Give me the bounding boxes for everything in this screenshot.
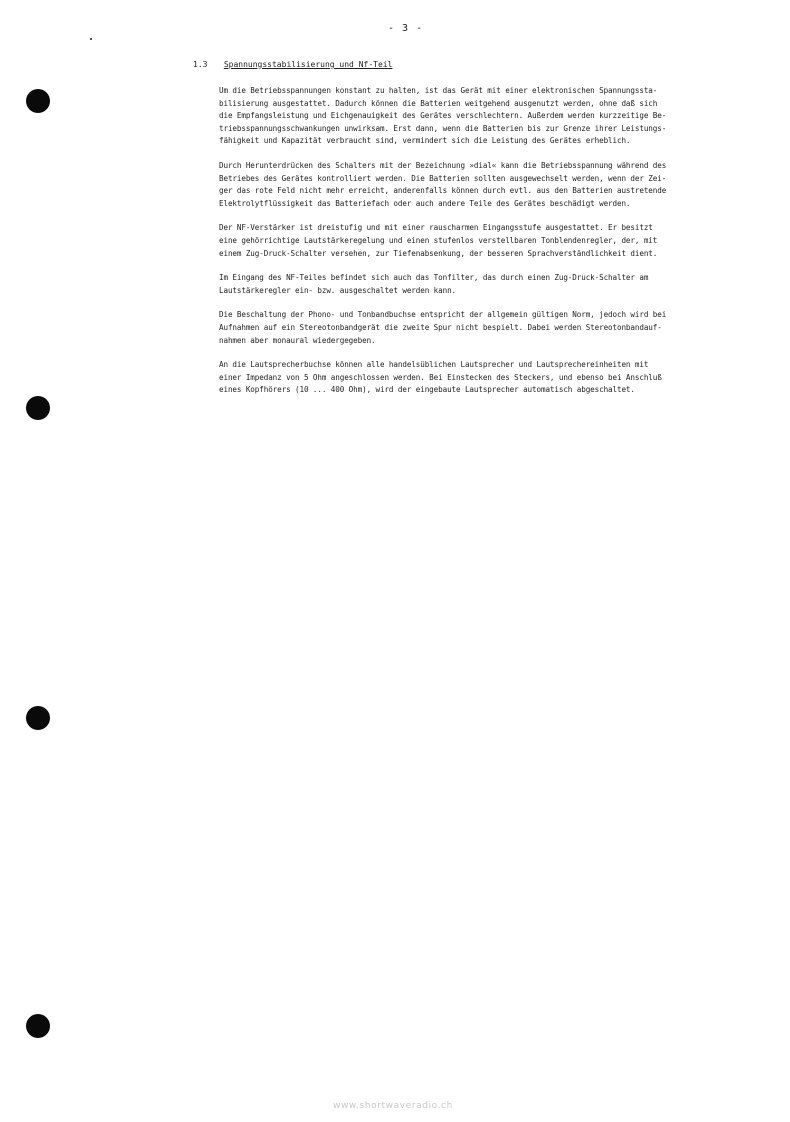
watermark: www.shortwaveradio.ch — [333, 1101, 453, 1111]
paragraph-nf-amplifier — [219, 222, 729, 260]
paragraph-voltage-stabilisation — [219, 85, 729, 148]
punch-hole — [26, 396, 50, 420]
punch-hole — [26, 1014, 50, 1038]
text-line: Um die Betriebsspannungen konstant zu halten, ist das Gerät mit einer elektronischen Spannungssta- — [219, 86, 658, 95]
text-line: Durch Herunterdrücken des Schalters mit der Bezeichnung »dial« kann die Betriebsspannung während des — [219, 160, 667, 170]
text-line: ger das rote Feld nicht mehr erreicht, anderenfalls können durch evtl. aus den Batterien austretende — [219, 186, 667, 196]
text-line: Lautstärkeregler ein- bzw. ausgeschaltet werden kann. — [219, 285, 457, 295]
text-line: An die Lautsprecherbuchse können alle handelsüblichen Lautsprecher und Lautsprechereinheiten mit — [219, 360, 649, 370]
punch-hole — [26, 706, 50, 730]
text-line: Elektrolytflüssigkeit das Batteriefach oder auch andere Teile des Gerätes beschädigt werden. — [219, 198, 631, 208]
text-line: eine gehörrichtige Lautstärkeregelung und einen stufenlos verstellbaren Tonblendenregler, der, mit — [219, 235, 658, 245]
paragraph-battery-check — [219, 160, 729, 210]
text-line: nahmen aber monaural wiedergegeben. — [219, 335, 376, 345]
text-line: Betriebes des Gerätes kontrolliert werden. Die Batterien sollten ausgewechselt werden, wenn der Zei- — [219, 173, 667, 183]
paragraph-phono-tape-socket — [219, 309, 729, 347]
text-line: die Empfangsleistung und Eichgenauigkeit des Gerätes verschlechtern. Außerdem werden kurzzeitige Be- — [219, 111, 667, 121]
scan-speck — [90, 38, 92, 40]
section-heading — [193, 60, 392, 69]
page-number: - 3 - — [388, 23, 424, 34]
text-line: eines Kopfhörers (10 ... 400 Ohm), wird der eingebaute Lautsprecher automatisch abgeschaltet. — [219, 385, 635, 395]
text-line: Im Eingang des NF-Teiles befindet sich auch das Tonfilter, das durch einen Zug-Druck-Schalter am — [219, 273, 649, 283]
text-line: triebsspannungsschwankungen unwirksam. Erst dann, wenn die Batterien bis zur Grenze ihrer Leistungs- — [219, 123, 667, 133]
text-line: Der NF-Verstärker ist dreistufig und mit einer rauscharmen Eingangsstufe ausgestattet. Er besitzt — [219, 223, 653, 233]
text-line: Die Beschaltung der Phono- und Tonbandbuchse entspricht der allgemein gültigen Norm, jedoch wird bei — [219, 310, 667, 320]
text-line: einer Impedanz von 5 Ohm angeschlossen werden. Bei Einstecken des Steckers, und ebenso bei Anschluß — [219, 372, 662, 382]
body-text — [219, 85, 729, 409]
text-line: fähigkeit und Kapazität verbraucht sind, vermindert sich die Leistung des Gerätes erheblich. — [219, 136, 631, 146]
text-line: bilisierung ausgestattet. Dadurch können die Batterien weitgehend ausgenutzt werden, ohne daß sich — [219, 98, 658, 108]
paragraph-speaker-socket — [219, 359, 729, 397]
paragraph-tone-filter — [219, 272, 729, 297]
punch-hole — [26, 89, 50, 113]
section-number: 1.3 — [193, 60, 208, 69]
text-line: Aufnahmen auf ein Stereotonbandgerät die zweite Spur nicht bespielt. Dabei werden Stereotonbandauf- — [219, 322, 662, 332]
text-line: einem Zug-Druck-Schalter versehen, zur Tiefenabsenkung, der besseren Sprachverständlichkeit dient. — [219, 248, 658, 258]
section-title: Spannungsstabilisierung und Nf-Teil — [223, 60, 393, 69]
